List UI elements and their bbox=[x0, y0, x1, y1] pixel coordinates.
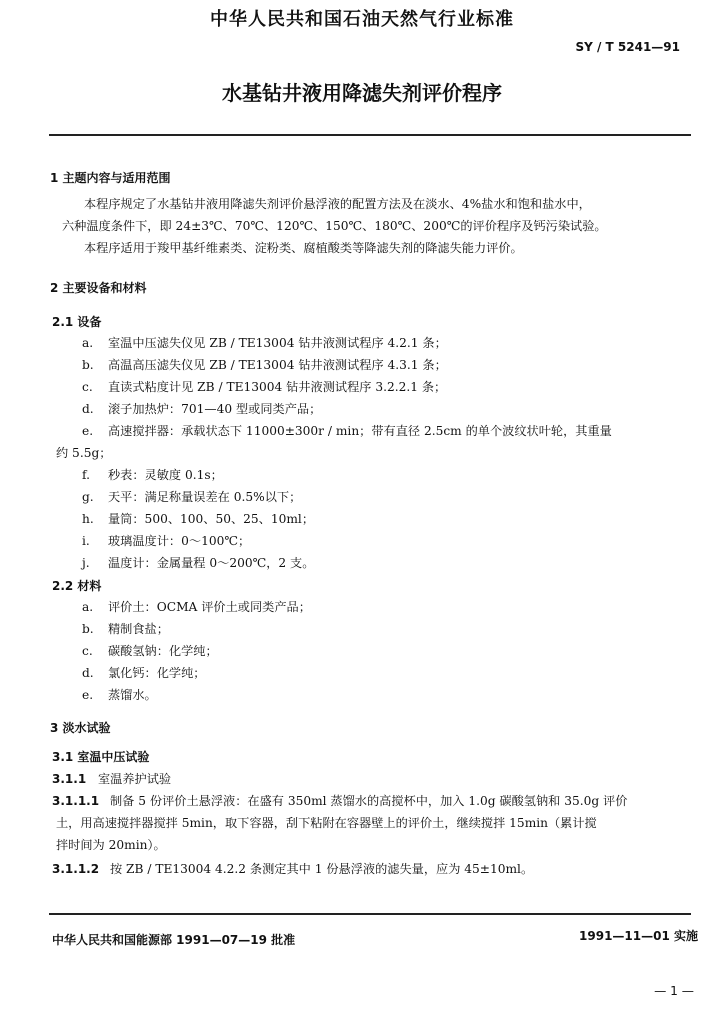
section-2-2-heading: 2.2 材料 bbox=[52, 579, 102, 593]
approval-line: 中华人民共和国能源部 1991—07—19 批准 bbox=[52, 933, 296, 947]
section-3-1-1-1-line-1: 3.1.1.1 制备 5 份评价土悬浮液：在盛有 350ml 蒸馏水的高搅杯中，加入 1.0g 碳酸氢钠和 35.0g 评价 bbox=[52, 794, 628, 808]
section-3-heading: 3 淡水试验 bbox=[50, 721, 111, 735]
equipment-item: j. 温度计：金属量程 0～200℃，2 支。 bbox=[82, 556, 315, 570]
footer-divider bbox=[49, 913, 691, 915]
equipment-item: a. 室温中压滤失仪见 ZB / TE13004 钻井液测试程序 4.2.1 条； bbox=[82, 336, 447, 350]
document-title: 水基钻井液用降滤失剂评价程序 bbox=[222, 81, 502, 105]
equipment-item: h. 量筒：500、100、50、25、10ml； bbox=[82, 512, 315, 526]
section-1-para-1-line-2: 六种温度条件下，即 24±3℃、70℃、120℃、150℃、180℃、200℃的评价程序及钙污染试验。 bbox=[62, 219, 607, 233]
equipment-item: e. 高速搅拌器：承载状态下 11000±300r / min；带有直径 2.5cm 的单个波纹状叶轮，其重量 bbox=[82, 424, 612, 438]
equipment-item: i. 玻璃温度计：0～100℃； bbox=[82, 534, 251, 548]
section-3-1-1: 3.1.1 室温养护试验 bbox=[52, 772, 172, 786]
section-3-1-1-2: 3.1.1.2 按 ZB / TE13004 4.2.2 条测定其中 1 份悬浮液的滤失量，应为 45±10ml。 bbox=[52, 862, 534, 876]
material-item: e. 蒸馏水。 bbox=[82, 688, 157, 702]
section-3-1-heading: 3.1 室温中压试验 bbox=[52, 750, 150, 764]
section-3-1-1-1-line-3: 拌时间为 20min）。 bbox=[56, 838, 166, 852]
section-1-para-1-line-1: 本程序规定了水基钻井液用降滤失剂评价悬浮液的配置方法及在淡水、4%盐水和饱和盐水中， bbox=[84, 197, 591, 211]
equipment-item: f. 秒表：灵敏度 0.1s； bbox=[82, 468, 223, 482]
equipment-item: d. 滚子加热炉：701—40 型或同类产品； bbox=[82, 402, 322, 416]
section-2-1-heading: 2.1 设备 bbox=[52, 315, 102, 329]
implementation-date: 1991—11—01 实施 bbox=[579, 929, 698, 943]
equipment-item: g. 天平：满足称量误差在 0.5%以下； bbox=[82, 490, 302, 504]
section-1-heading: 1 主题内容与适用范围 bbox=[50, 171, 171, 185]
standard-number: SY / T 5241—91 bbox=[575, 40, 680, 54]
section-3-1-1-1-line-2: 土，用高速搅拌器搅拌 5min，取下容器，刮下粘附在容器壁上的评价土，继续搅拌 15min（累计搅 bbox=[56, 816, 597, 830]
page-number: — 1 — bbox=[654, 984, 694, 998]
equipment-item: b. 高温高压滤失仪见 ZB / TE13004 钻井液测试程序 4.3.1 条； bbox=[82, 358, 447, 372]
equipment-item: c. 直读式粘度计见 ZB / TE13004 钻井液测试程序 3.2.2.1 条； bbox=[82, 380, 447, 394]
equipment-item-e-continuation: 约 5.5g； bbox=[56, 446, 112, 460]
material-item: c. 碳酸氢钠：化学纯； bbox=[82, 644, 218, 658]
standard-category: 中华人民共和国石油天然气行业标准 bbox=[210, 9, 514, 30]
header-divider bbox=[49, 134, 691, 136]
material-item: b. 精制食盐； bbox=[82, 622, 169, 636]
material-item: a. 评价土：OCMA 评价土或同类产品； bbox=[82, 600, 311, 614]
material-item: d. 氯化钙：化学纯； bbox=[82, 666, 206, 680]
section-1-para-2: 本程序适用于羧甲基纤维素类、淀粉类、腐植酸类等降滤失剂的降滤失能力评价。 bbox=[84, 241, 523, 255]
section-2-heading: 2 主要设备和材料 bbox=[50, 281, 147, 295]
